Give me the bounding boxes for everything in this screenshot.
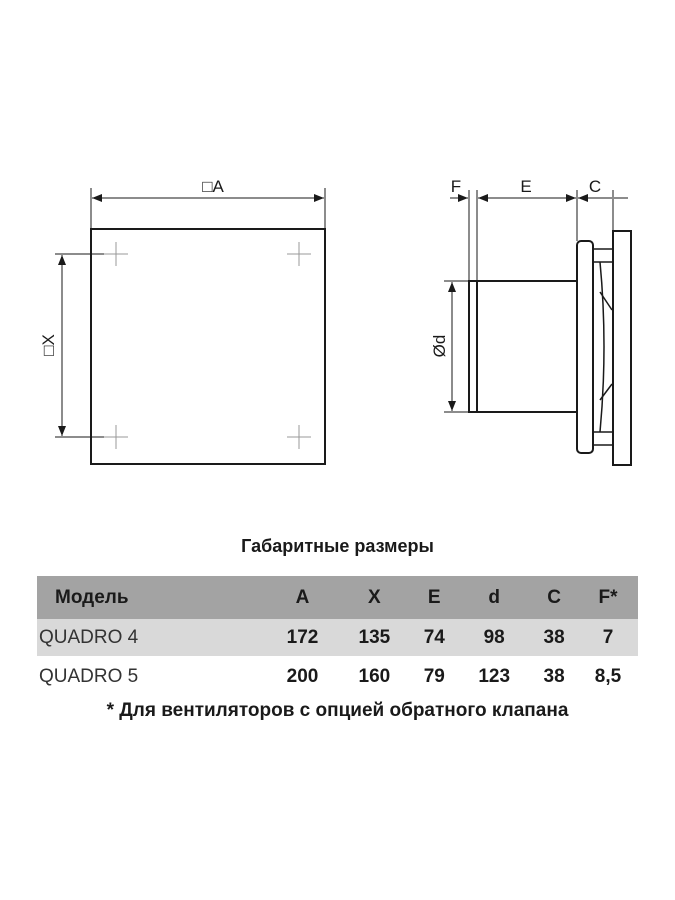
dim-c-label: C <box>588 177 602 196</box>
cell-f: 7 <box>602 626 614 648</box>
dim-x-label: □X <box>39 334 58 356</box>
dimensions-table <box>37 576 638 697</box>
dim-f-label: F <box>450 177 462 196</box>
header-e: E <box>427 586 441 608</box>
header-f: F* <box>598 586 618 608</box>
header-a: A <box>295 586 310 608</box>
cell-f: 8,5 <box>594 665 622 687</box>
cell-x: 135 <box>358 626 391 648</box>
cell-e: 74 <box>423 626 445 648</box>
dim-d-label: Ød <box>430 334 449 358</box>
dim-e-label: E <box>520 177 532 196</box>
cell-a: 172 <box>286 626 319 648</box>
header-d: d <box>488 586 500 608</box>
header-x: X <box>368 586 381 608</box>
mounting-hole-marks <box>104 242 311 449</box>
cell-c: 38 <box>543 626 565 648</box>
cell-x: 160 <box>358 665 391 687</box>
dim-a-label: □A <box>202 177 224 196</box>
cell-a: 200 <box>286 665 319 687</box>
cell-d: 98 <box>483 626 505 648</box>
cell-c: 38 <box>543 665 565 687</box>
cell-model: QUADRO 4 <box>39 626 139 648</box>
cell-model: QUADRO 5 <box>39 665 139 687</box>
table-title: Габаритные размеры <box>241 536 434 556</box>
header-c: C <box>547 586 561 608</box>
table-header-row <box>37 576 638 619</box>
table-row <box>37 619 638 656</box>
side-view <box>430 177 631 465</box>
table-row <box>37 656 638 697</box>
header-model: Модель <box>55 586 129 608</box>
cell-e: 79 <box>423 665 445 687</box>
footnote: * Для вентиляторов с опцией обратного клапана <box>106 700 569 721</box>
front-view <box>39 177 325 464</box>
cell-d: 123 <box>478 665 511 687</box>
